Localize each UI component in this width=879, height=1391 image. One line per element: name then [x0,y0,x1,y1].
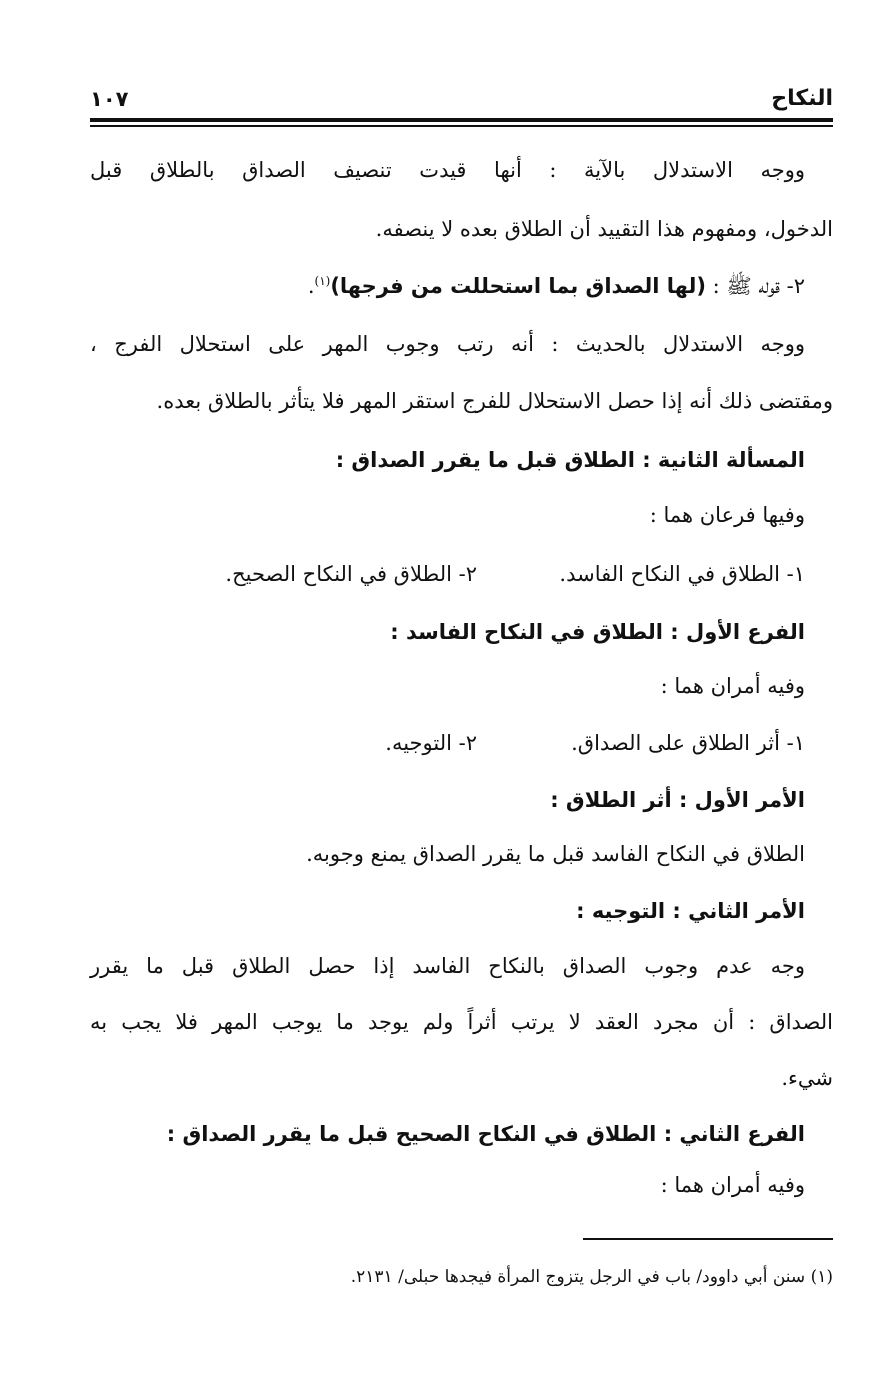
paragraph-line: وفيه أمران هما : [660,1173,805,1197]
page-number: ١٠٧ [90,87,129,111]
paragraph-line: شيء. [781,1066,833,1090]
paragraph-line: الدخول، ومفهوم هذا التقييد أن الطلاق بعده لا ينصفه. [375,217,833,241]
hadith-quote-line [90,266,805,306]
subsection-heading: الأمر الثاني : التوجيه : [576,899,805,923]
header-rule-thin [90,125,833,127]
paragraph-line: ووجه الاستدلال بالآية : أنها قيدت تنصيف الصداق بالطلاق قبل [90,158,805,182]
chapter-title: النكاح [771,86,833,111]
running-header [90,84,833,118]
list-item: ١- أثر الطلاق على الصداق. [571,731,805,755]
paragraph-line: ومقتضى ذلك أنه إذا حصل الاستحلال للفرج استقر المهر فلا يتأثر بالطلاق بعده. [156,389,833,413]
section-heading: المسألة الثانية : الطلاق قبل ما يقرر الصداق : [335,448,805,472]
quote-suffix: . [307,274,315,298]
hadith-quote: (لها الصداق بما استحللت من فرجها) [330,274,706,298]
paragraph-line: الصداق : أن مجرد العقد لا يرتب أثراً ولم يوجد ما يوجب المهر فلا يجب به [90,1010,833,1034]
subsection-heading: الفرع الثاني : الطلاق في النكاح الصحيح قبل ما يقرر الصداق : [166,1122,805,1146]
numbered-list [90,554,805,594]
list-item: ٢- التوجيه. [385,731,477,755]
footnote-separator [583,1238,833,1240]
paragraph-line: وفيها فرعان هما : [649,503,805,527]
paragraph-line: الطلاق في النكاح الفاسد قبل ما يقرر الصداق يمنع وجوبه. [306,842,805,866]
paragraph-line: وفيه أمران هما : [660,674,805,698]
list-item: ١- الطلاق في النكاح الفاسد. [559,562,805,586]
paragraph-line: وجه عدم وجوب الصداق بالنكاح الفاسد إذا حصل الطلاق قبل ما يقرر [90,954,806,978]
numbered-list [90,723,805,763]
quote-prefix: ٢- قوله ﷺ : [705,274,805,298]
header-rule-thick [90,118,833,122]
list-item: ٢- الطلاق في النكاح الصحيح. [225,562,477,586]
subsection-heading: الفرع الأول : الطلاق في النكاح الفاسد : [390,620,805,644]
subsection-heading: الأمر الأول : أثر الطلاق : [550,788,805,812]
footnote-ref: (١) [314,274,331,288]
paragraph-line: ووجه الاستدلال بالحديث : أنه رتب وجوب المهر على استحلال الفرج ، [90,332,805,356]
footnote: (١) سنن أبي داوود/ باب في الرجل يتزوج المرأة فيجدها حبلى/ ٢١٣١. [350,1267,833,1287]
